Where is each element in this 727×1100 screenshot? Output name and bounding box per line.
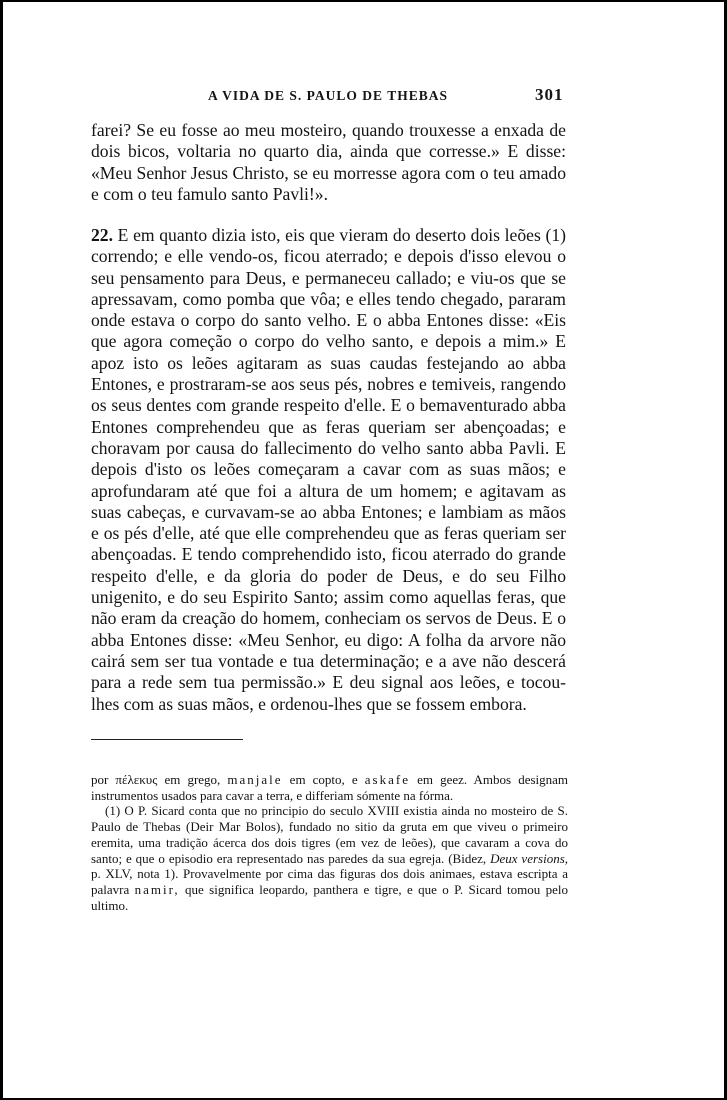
citation-title: Deux versions, (490, 850, 569, 866)
footnote-1-text-a: (1) O P. Sicard conta que no principio do seculo XVIII existia ainda no mosteiro de S. Paulo de Thebas (Deir Mar Bolos), fundado no sitio da gruta em que viveu o primeiro eremita, uma tradição ácerca dos dois tigres (em vez de leões), que cavaram a cova do santo; e que o episodio era representado nas paredes da sua egreja. (Bidez, (91, 803, 568, 866)
running-title: A VIDA DE S. PAULO DE THEBAS (208, 88, 448, 103)
paragraph-22-text: E em quanto dizia isto, eis que vieram do deserto dois leões (1) correndo; e elle vendo-os, ficou aterrado; e depois d'isso elevou o seu pensamento para Deus, e permaneceu callado; e viu-os que se apressavam, como pomba que vôa; e elles tendo chegado, pararam onde estava o corpo do santo velho. E o abba Entones disse: «Eis que agora começão o corpo do velho santo, e depois a mim.» E apoz isto os leões agitaram as suas caudas festejando ao abba Entones, e prostraram-se aos seus pés, nobres e temiveis, rangendo os seus dentes com grande respeito d'elle. E o bemaventurado abba Entones comprehendeu que as feras queriam ser abençoadas; e choravam por causa do fallecimento do velho santo abba Pavli. E depois d'isto os leões começaram a cavar com as suas mãos; e aprofundaram até que foi a altura de um homem; e agitavam as suas cabeças, e curvavam-se ao abba Entones; e lambiam as mãos e os pés d'elle, até que elle comprehendeu que as feras queriam ser abençoadas. E tendo comprehendido isto, ficou aterrado do grande respeito d'elle, e da gloria do poder de Deus, e do seu Filho unigenito, e do seu Espirito Santo; assim como aquellas feras, que não eram da creação do homem, conheciam os servos de Deus. E o abba Entones disse: «Meu Senhor, eu digo: A folha da arvore não cairá sem ser tua vontade e tua determinação; e a ave não descerá para a rede sem tua permissão.» E deu signal aos leões, e tocou-lhes com as suas mãos, e ordenou-lhes que se fossem embora. (91, 225, 566, 714)
footnote-continued-lead: por πέλεκυς em grego, (91, 772, 221, 787)
paragraph-22 (91, 225, 566, 715)
page-number: 301 (535, 85, 564, 104)
footnote-continued-tail: em geez. Ambos designam instrumentos usados para cavar a terra, e differiam sómente na fórma. (91, 772, 569, 803)
paragraph-number: 22. (91, 225, 113, 245)
coptic-term: manjale (227, 772, 283, 787)
geez-term: askafe (364, 772, 410, 787)
footnote-continued-mid: em copto, e (289, 772, 358, 787)
namir-word: namir, (134, 881, 180, 897)
footnotes (91, 772, 568, 913)
footnote-continued (91, 772, 568, 803)
footnote-1-text-c: que significa leopardo, panthera e tigre, e que o P. Sicard tomou pelo ultimo. (91, 881, 569, 913)
opening-paragraph: farei? Se eu fosse ao meu mosteiro, quando trouxesse a enxada de dois bicos, voltaria no quarto dia, ainda que corresse.» E disse: «Meu Senhor Jesus Christo, se eu morresse agora com o teu amado e com o teu famulo santo Pavli!». (91, 120, 566, 204)
footnote-divider (91, 739, 243, 740)
footnote-1-text-b: p. XLV, nota 1). Provavelmente por cima das figuras dos dois animaes, estava escripta a palavra (91, 866, 568, 897)
footnote-1 (91, 803, 568, 913)
